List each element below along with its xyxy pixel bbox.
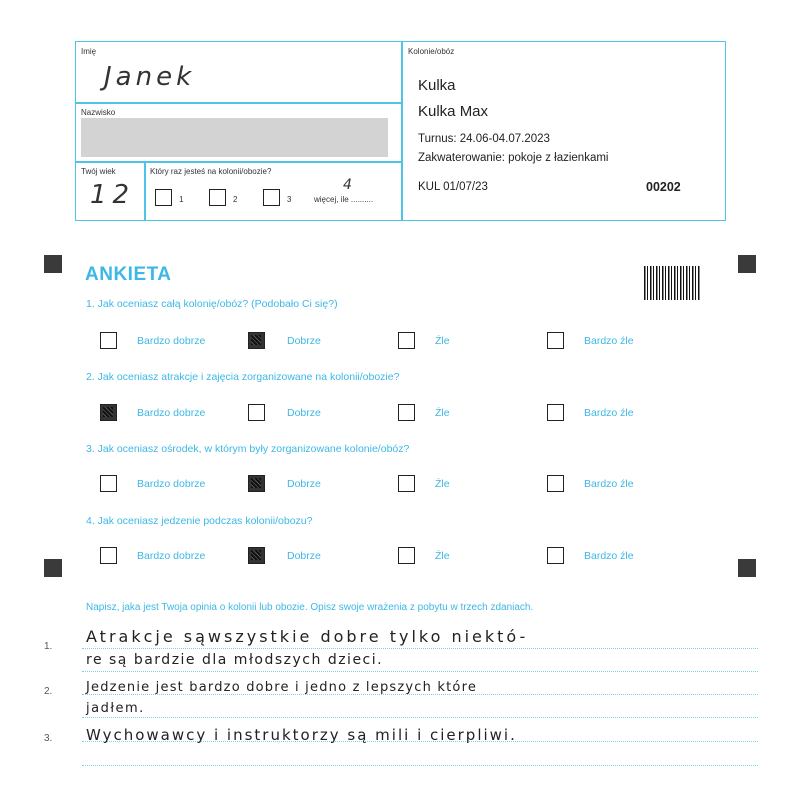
imie-label: Imię [81,47,97,56]
q3-option-label: Dobrze [287,478,321,490]
answer-number: 2. [44,686,53,697]
registration-marker [44,255,62,273]
q2-option-checkbox[interactable] [248,404,265,421]
turnus: Turnus: 24.06-04.07.2023 [418,133,550,145]
q1-option-checkbox[interactable] [100,332,117,349]
camp-name: Kulka [418,77,456,94]
q1-option-checkbox[interactable] [398,332,415,349]
question-4-options [0,546,800,568]
answer-number: 1. [44,641,53,652]
q1-option-checkbox[interactable] [248,332,265,349]
answer-line[interactable]: Atrakcje sąwszystkie dobre tylko niektó- [86,627,529,646]
q4-option-label: Bardzo źle [584,550,634,562]
q2-option-checkbox[interactable] [100,404,117,421]
kolonie-label: Kolonie/obóz [408,47,455,56]
opinion-prompt: Napisz, jaka jest Twoja opinia o kolonii lub obozie. Opisz swoje wrażenia z pobytu w trzech zdaniach. [86,602,534,613]
q4-option-checkbox[interactable] [248,547,265,564]
q1-option-label: Dobrze [287,335,321,347]
answer-number: 3. [44,733,53,744]
answer-line[interactable]: jadłem. [86,701,145,716]
q3-option-checkbox[interactable] [100,475,117,492]
question-3: 3. Jak oceniasz ośrodek, w którym były zorganizowane kolonie/obóz? [86,443,410,455]
wiecej-label: więcej, ile .......... [314,195,374,204]
imie-value[interactable]: Janek [104,62,196,92]
question-2: 2. Jak oceniasz atrakcje i zajęcia zorganizowane na kolonii/obozie? [86,371,400,383]
raz-2-label: 2 [233,195,238,204]
q3-option-checkbox[interactable] [547,475,564,492]
question-1-options [0,331,800,353]
answer-line[interactable]: re są bardzie dla młodszych dzieci. [86,652,384,668]
q2-option-label: Źle [435,407,450,419]
camp-code: KUL 01/07/23 [418,181,488,193]
nazwisko-redacted [81,118,388,157]
q4-option-checkbox[interactable] [100,547,117,564]
raz-2-checkbox[interactable] [209,189,226,206]
q2-option-label: Dobrze [287,407,321,419]
q3-option-checkbox[interactable] [248,475,265,492]
question-2-options [0,403,800,425]
wiek-label: Twój wiek [81,167,116,176]
answer-line[interactable]: Jedzenie jest bardzo dobre i jedno z lepszych które [86,680,478,695]
question-4: 4. Jak oceniasz jedzenie podczas kolonii/obozu? [86,515,313,527]
nazwisko-label: Nazwisko [81,108,116,117]
wiecej-value[interactable]: 4 [343,177,352,193]
question-3-options [0,474,800,496]
q1-option-label: Bardzo źle [584,335,634,347]
q3-option-checkbox[interactable] [398,475,415,492]
writing-line [82,717,758,718]
q4-option-checkbox[interactable] [398,547,415,564]
header-line-2 [75,161,402,163]
q1-option-label: Źle [435,335,450,347]
camp-name-max: Kulka Max [418,103,489,120]
q4-option-label: Źle [435,550,450,562]
form-number: 00202 [646,180,681,194]
q1-option-label: Bardzo dobrze [137,335,206,347]
q3-option-label: Bardzo źle [584,478,634,490]
q2-option-label: Bardzo dobrze [137,407,206,419]
q4-option-checkbox[interactable] [547,547,564,564]
writing-line [82,671,758,672]
registration-marker [738,255,756,273]
barcode [644,266,700,300]
raz-3-checkbox[interactable] [263,189,280,206]
header-line-1 [75,102,402,104]
q2-option-checkbox[interactable] [547,404,564,421]
q1-option-checkbox[interactable] [547,332,564,349]
raz-1-checkbox[interactable] [155,189,172,206]
header-divider [401,41,403,221]
q4-option-label: Dobrze [287,550,321,562]
answer-line[interactable]: Wychowawcy i instruktorzy są mili i cierpliwi. [86,726,517,744]
q2-option-label: Bardzo źle [584,407,634,419]
q3-option-label: Bardzo dobrze [137,478,206,490]
q3-option-label: Źle [435,478,450,490]
question-1: 1. Jak oceniasz całą kolonię/obóz? (Podobało Ci się?) [86,298,338,310]
wiek-value[interactable]: 12 [90,180,136,210]
q2-option-checkbox[interactable] [398,404,415,421]
writing-line [82,765,758,766]
zakwaterowanie: Zakwaterowanie: pokoje z łazienkami [418,152,609,164]
writing-line [82,648,758,649]
q4-option-label: Bardzo dobrze [137,550,206,562]
survey-title: ANKIETA [85,264,172,285]
ktory-raz-label: Który raz jesteś na kolonii/obozie? [150,167,272,176]
raz-1-label: 1 [179,195,184,204]
raz-3-label: 3 [287,195,292,204]
header-line-3 [144,161,146,221]
